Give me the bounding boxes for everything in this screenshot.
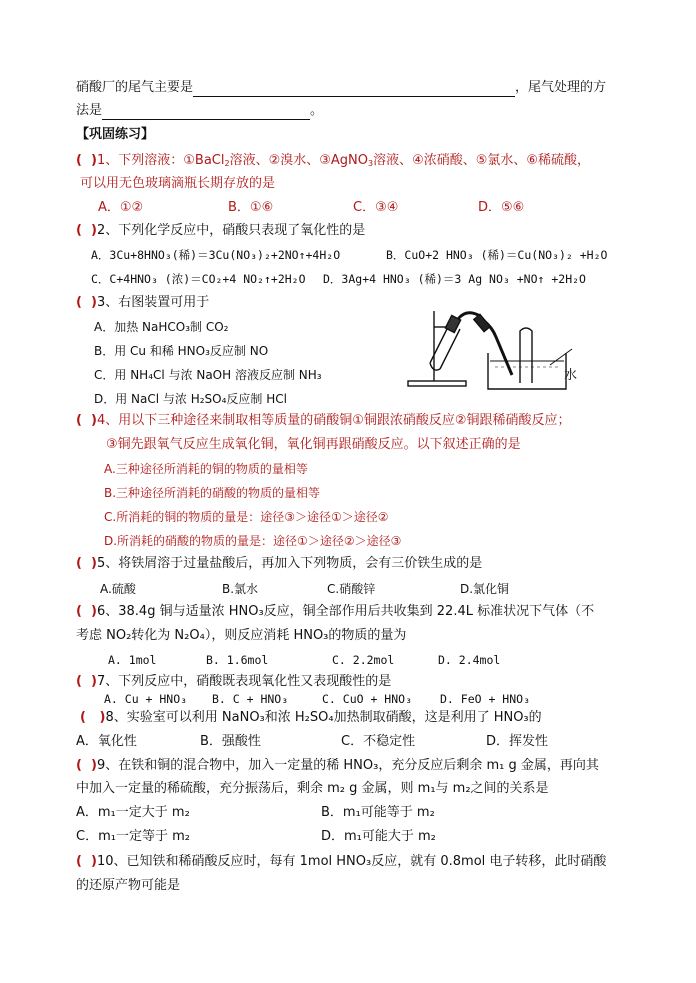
option-b[interactable]: B.氯水 — [222, 582, 259, 596]
collecting-tube — [520, 328, 532, 383]
question-9-options-row-1 — [76, 804, 435, 822]
apparatus-figure — [400, 303, 600, 395]
answer-paren[interactable]: ( ) — [76, 153, 97, 168]
water-label: 水 — [564, 368, 578, 383]
option-a[interactable]: A．氧化性 — [76, 734, 137, 749]
intro-line-1 — [76, 79, 606, 97]
option-d[interactable]: D. 2.4mol — [438, 653, 501, 667]
option-c[interactable]: C.硝酸锌 — [327, 582, 376, 596]
question-9: ( )9、在铁和铜的混合物中，加入一定量的稀 HNO₃，充分反应后剩余 m₁ g 金属，再向其 — [76, 758, 599, 773]
intro-text: 硝酸厂的尾气主要是 — [76, 80, 194, 95]
answer-paren[interactable]: ( ) — [76, 604, 97, 619]
option-a[interactable]: A. Cu + HNO₃ — [104, 692, 188, 706]
option-b[interactable]: B．CuO+2 HNO₃ (稀)＝Cu(NO₃)₂ +H₂O — [386, 248, 608, 262]
question-9-options-row-2 — [76, 828, 436, 846]
question-2-options-row-1 — [91, 246, 607, 264]
option-c[interactable]: C.所消耗的铜的物质的量是：途径③＞途径①＞途径② — [104, 510, 389, 524]
question-10-line-2: 的还原产物可能是 — [76, 878, 181, 893]
question-1-line-2: 可以用无色玻璃滴瓶长期存放的是 — [80, 176, 276, 191]
answer-paren[interactable]: ( ) — [76, 674, 97, 689]
answer-paren[interactable]: ( ) — [76, 223, 97, 238]
question-6-options — [108, 651, 500, 669]
answer-paren[interactable]: ( ) — [76, 854, 97, 869]
answer-paren[interactable]: ( ) — [76, 556, 97, 571]
section-title: 【巩固练习】 — [76, 127, 155, 142]
option-c[interactable]: C. CuO + HNO₃ — [322, 692, 413, 706]
option-b[interactable]: B.三种途径所消耗的硝酸的物质的量相等 — [104, 486, 321, 500]
water-trough — [488, 353, 566, 389]
option-a[interactable]: A．加热 NaHCO₃制 CO₂ — [94, 320, 229, 334]
option-b[interactable]: B．用 Cu 和稀 HNO₃反应制 NO — [94, 344, 269, 358]
answer-paren[interactable]: ( ) — [76, 295, 97, 310]
question-4: ( )4、用以下三种途径来制取相等质量的硝酸铜①铜跟浓硝酸反应②铜跟稀硝酸反应； — [76, 413, 571, 428]
option-d[interactable]: D. FeO + HNO₃ — [440, 692, 531, 706]
question-5: ( )5、将铁屑溶于过量盐酸后，再加入下列物质，会有三价铁生成的是 — [76, 556, 483, 571]
question-8-options — [76, 733, 548, 751]
question-2-options-row-2 — [91, 270, 586, 288]
question-6: ( )6、38.4g 铜与适量浓 HNO₃反应，铜全部作用后共收集到 22.4L 标准状况下气体（不 — [76, 604, 595, 619]
question-7: ( )7、下列反应中，硝酸既表现氧化性又表现酸性的是 — [76, 674, 392, 689]
question-7-options — [104, 690, 530, 708]
option-a[interactable]: A. 1mol — [108, 653, 157, 667]
answer-paren[interactable]: ( ) — [80, 710, 106, 725]
question-10: ( )10、已知铁和稀硝酸反应时，每有 1mol HNO₃反应，就有 0.8mol 电子转移，此时硝酸 — [76, 854, 607, 869]
option-a[interactable]: A.三种途径所消耗的铜的物质的量相等 — [104, 462, 308, 476]
option-c[interactable]: C．③④ — [353, 200, 399, 215]
question-1-options — [98, 199, 524, 217]
option-d[interactable]: D.所消耗的硝酸的物质的量是：途径①＞途径②＞途径③ — [104, 534, 402, 548]
stand-base — [408, 381, 466, 386]
option-d[interactable]: D．m₁可能大于 m₂ — [321, 829, 436, 844]
answer-blank[interactable] — [193, 82, 515, 97]
question-5-options — [100, 580, 509, 598]
option-d[interactable]: D．用 NaCl 与浓 H₂SO₄反应制 HCl — [94, 392, 287, 406]
option-c[interactable]: C. 2.2mol — [332, 653, 395, 667]
intro-text: 法是 — [76, 103, 103, 118]
option-b[interactable]: B．m₁可能等于 m₂ — [321, 805, 435, 820]
option-d[interactable]: D.氯化铜 — [460, 582, 510, 596]
option-b[interactable]: B. 1.6mol — [206, 653, 269, 667]
option-a[interactable]: A．①② — [98, 200, 144, 215]
option-d[interactable]: D．3Ag+4 HNO₃ (稀)＝3 Ag NO₃ +NO↑ +2H₂O — [323, 272, 586, 286]
option-c[interactable]: C．m₁一定等于 m₂ — [76, 829, 190, 844]
question-6-line-2: 考虑 NO₂转化为 N₂O₄），则反应消耗 HNO₃的物质的量为 — [76, 628, 407, 643]
intro-text: ，尾气处理的方 — [515, 80, 607, 95]
answer-blank[interactable] — [102, 105, 310, 120]
question-4-line-2: ③铜先跟氧气反应生成氧化铜，氧化铜再跟硝酸反应。以下叙述正确的是 — [106, 437, 521, 452]
option-b[interactable]: B. C + HNO₃ — [212, 692, 289, 706]
option-c[interactable]: C．不稳定性 — [341, 734, 416, 749]
answer-paren[interactable]: ( ) — [76, 758, 97, 773]
intro-text: 。 — [310, 103, 324, 118]
option-c[interactable]: C．C+4HNO₃ (浓)＝CO₂+4 NO₂↑+2H₂O — [91, 272, 306, 286]
option-b[interactable]: B．①⑥ — [228, 200, 274, 215]
option-a[interactable]: A.硫酸 — [100, 582, 136, 596]
answer-paren[interactable]: ( ) — [76, 413, 97, 428]
question-3: ( )3、右图装置可用于 — [76, 295, 210, 310]
option-a[interactable]: A．m₁一定大于 m₂ — [76, 805, 190, 820]
option-c[interactable]: C．用 NH₄Cl 与浓 NaOH 溶液反应制 NH₃ — [94, 368, 322, 382]
question-1: ( )1、下列溶液：①BaCl$_2$溶液、②溴水、③AgNO$_3$溶液、④浓硝酸、⑤氯水、⑥稀硫酸， — [76, 153, 591, 168]
option-a[interactable]: A．3Cu+8HNO₃(稀)＝3Cu(NO₃)₂+2NO↑+4H₂O — [91, 248, 341, 262]
intro-line-2 — [76, 102, 323, 120]
option-b[interactable]: B．强酸性 — [200, 734, 261, 749]
question-2: ( )2、下列化学反应中，硝酸只表现了氧化性的是 — [76, 223, 366, 238]
option-d[interactable]: D．⑤⑥ — [478, 200, 525, 215]
option-d[interactable]: D．挥发性 — [486, 734, 549, 749]
question-9-line-2: 中加入一定量的稀硫酸，充分振荡后，剩余 m₂ g 金属，则 m₁与 m₂之间的关系是 — [76, 781, 549, 796]
question-8: ( )8、实验室可以利用 NaNO₃和浓 H₂SO₄加热制取硝酸，这是利用了 HNO₃的 — [80, 710, 542, 725]
